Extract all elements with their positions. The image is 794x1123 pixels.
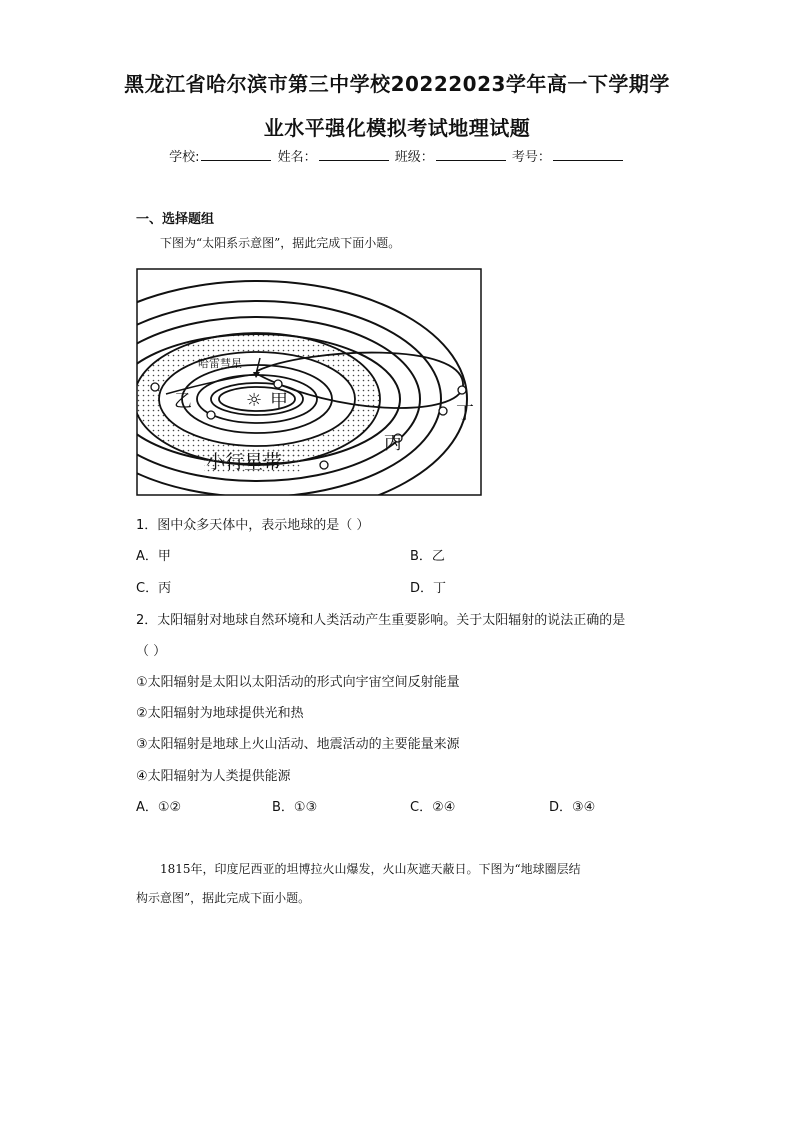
q2-statement-3: ③太阳辐射是地球上火山活动、地震活动的主要能量来源	[136, 737, 460, 752]
class-label: 班级：	[394, 150, 434, 165]
title-line-1: 黑龙江省哈尔滨市第三中学校20222023学年高一下学期学	[124, 72, 670, 96]
class-blank[interactable]	[436, 148, 506, 161]
q1-option-d[interactable]: D．丁	[410, 581, 447, 596]
section-heading: 一、选择题组	[136, 212, 215, 227]
label-bing: 丙	[384, 433, 402, 454]
sun-icon: ☼	[246, 390, 263, 411]
q2-option-a[interactable]: A．①②	[136, 800, 182, 815]
number-blank[interactable]	[553, 148, 623, 161]
asteroid-belt-label: 小行星带	[206, 451, 283, 473]
label-ding: 丁	[456, 403, 474, 424]
section-intro: 下图为“太阳系示意图”，据此完成下面小题。	[160, 236, 401, 250]
q2-option-d[interactable]: D．③④	[549, 800, 596, 815]
section2-intro-cont: 构示意图”，据此完成下面小题。	[136, 891, 311, 905]
planet-orbit-6	[439, 407, 447, 415]
q2-statement-2: ②太阳辐射为地球提供光和热	[136, 706, 304, 721]
q1-option-c[interactable]: C．丙	[136, 581, 172, 596]
school-label: 学校:	[169, 150, 200, 165]
q2-statement-4: ④太阳辐射为人类提供能源	[136, 769, 291, 784]
school-blank[interactable]	[201, 148, 271, 161]
q2-stem: 2．太阳辐射对地球自然环境和人类活动产生重要影响。关于太阳辐射的说法正确的是	[136, 613, 626, 628]
planet-belt	[320, 461, 328, 469]
planet-inner	[207, 411, 215, 419]
planet-jia	[274, 380, 282, 388]
planet-yi	[151, 383, 159, 391]
comet-label: 哈雷彗星	[198, 357, 242, 370]
q2-option-b[interactable]: B．①③	[272, 800, 318, 815]
q2-statement-1: ①太阳辐射是太阳以太阳活动的形式向宇宙空间反射能量	[136, 675, 460, 690]
number-label: 考号：	[511, 150, 551, 165]
label-yi: 乙	[174, 391, 192, 412]
solar-system-diagram	[136, 268, 482, 496]
planet-ding	[458, 386, 466, 394]
q1-option-a[interactable]: A．甲	[136, 549, 171, 564]
q1-option-b[interactable]: B．乙	[410, 549, 445, 564]
q2-option-c[interactable]: C．②④	[410, 800, 456, 815]
q2-stem-cont: （ ）	[136, 644, 167, 659]
name-label: 姓名：	[277, 150, 317, 165]
q1-stem: 1．图中众多天体中，表示地球的是（ ）	[136, 518, 370, 533]
name-blank[interactable]	[319, 148, 389, 161]
student-info-row	[0, 146, 794, 165]
section2-intro: 1815年，印度尼西亚的坦博拉火山爆发，火山灰遮天蔽日。下图为“地球圈层结	[160, 862, 581, 876]
label-jia: 甲	[270, 391, 288, 412]
title-line-2: 业水平强化模拟考试地理试题	[263, 116, 531, 140]
